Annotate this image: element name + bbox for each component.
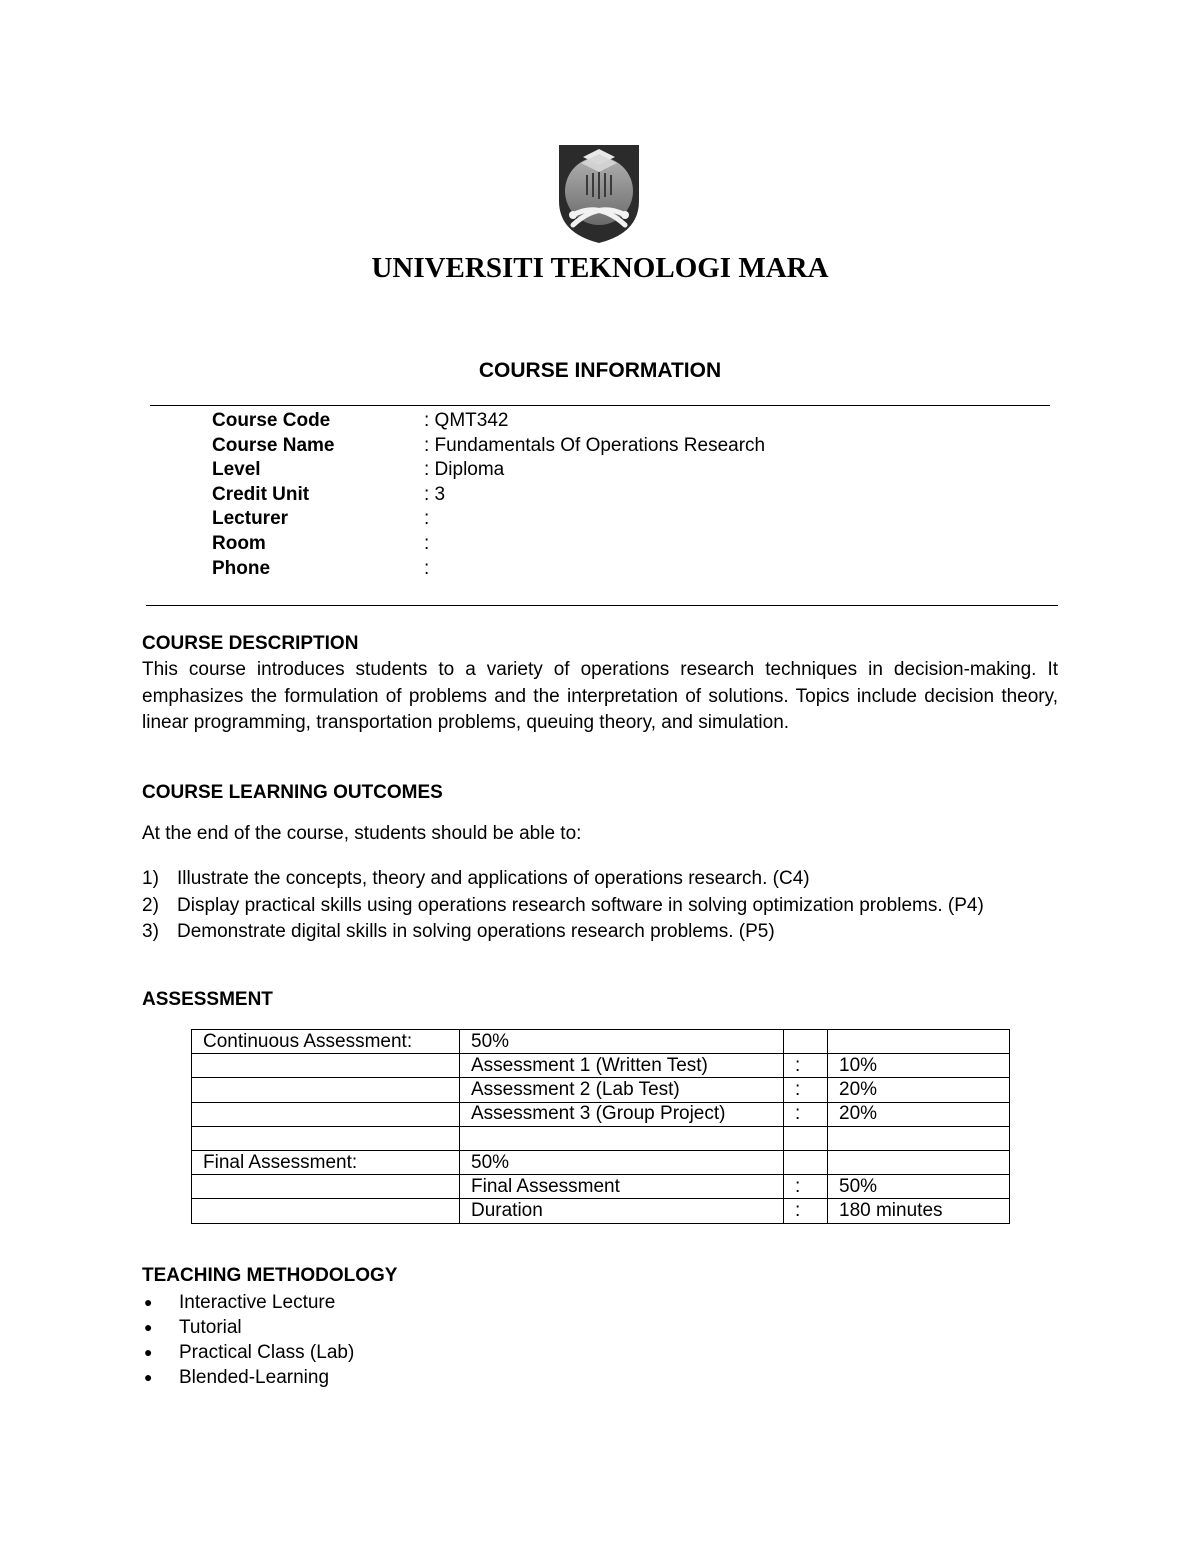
bullet-dot-icon: ● <box>144 1369 153 1385</box>
course-information-title: COURSE INFORMATION <box>478 359 722 382</box>
item-number: 1) <box>142 868 159 889</box>
table-cell: Assessment 1 (Written Test) <box>460 1054 784 1078</box>
info-label: Course Code <box>212 410 331 431</box>
info-row-course-name <box>212 435 765 460</box>
table-cell: Assessment 2 (Lab Test) <box>460 1078 784 1102</box>
table-cell: 50% <box>828 1175 1010 1199</box>
table-cell: 20% <box>828 1102 1010 1126</box>
item-text: Demonstrate digital skills in solving operations research problems. (P5) <box>177 921 775 942</box>
course-description-text: This course introduces students to a variety of operations research techniques in decision-making. It emphasizes the formulation of problems and the interpretation of solutions. Topics include decision theory, linear programming, transportation problems, queuing theory, and simulation. <box>142 659 1058 733</box>
info-value: : <box>424 508 430 530</box>
item-text: Practical Class (Lab) <box>179 1342 355 1363</box>
table-cell: Final Assessment <box>460 1175 784 1199</box>
table-cell <box>784 1150 828 1174</box>
item-text: Tutorial <box>179 1317 242 1338</box>
table-cell: 10% <box>828 1054 1010 1078</box>
bullet-dot-icon: ● <box>144 1294 153 1310</box>
item-text: Blended-Learning <box>179 1367 330 1388</box>
list-item <box>142 1315 354 1340</box>
table-cell: Duration <box>460 1199 784 1223</box>
list-item <box>142 1340 354 1365</box>
list-item <box>142 893 1062 920</box>
table-cell: : <box>784 1054 828 1078</box>
list-item <box>142 919 1062 946</box>
table-cell <box>192 1102 460 1126</box>
info-value: : QMT342 <box>424 410 509 431</box>
table-row <box>192 1150 1010 1174</box>
divider-bottom <box>146 605 1058 606</box>
info-row-level <box>212 459 765 484</box>
learning-outcomes-list <box>142 866 1062 946</box>
table-cell <box>828 1030 1010 1054</box>
table-cell: : <box>784 1078 828 1102</box>
table-row <box>192 1054 1010 1078</box>
info-label: Credit Unit <box>212 483 310 505</box>
table-cell <box>192 1078 460 1102</box>
table-row <box>192 1030 1010 1054</box>
table-cell <box>460 1126 784 1150</box>
university-logo <box>557 143 641 245</box>
item-text: Illustrate the concepts, theory and applications of operations research. (C4) <box>177 868 810 889</box>
table-cell <box>192 1126 460 1150</box>
table-cell <box>784 1030 828 1054</box>
assessment-heading: ASSESSMENT <box>142 989 273 1010</box>
info-row-course-code <box>212 410 765 435</box>
divider-top <box>150 405 1050 406</box>
teaching-methodology-heading: TEACHING METHODOLOGY <box>142 1265 398 1286</box>
item-text: Display practical skills using operations research software in solving optimization problems. (P4) <box>177 894 984 916</box>
table-cell: 180 minutes <box>828 1199 1010 1223</box>
table-cell: Continuous Assessment: <box>192 1030 460 1054</box>
table-cell <box>828 1126 1010 1150</box>
table-cell: 50% <box>460 1030 784 1054</box>
item-number: 2) <box>142 894 159 916</box>
table-cell: Assessment 3 (Group Project) <box>460 1102 784 1126</box>
bullet-dot-icon: ● <box>144 1344 153 1360</box>
table-cell: 20% <box>828 1078 1010 1102</box>
table-row <box>192 1199 1010 1223</box>
course-info-block <box>212 410 765 582</box>
learning-outcomes-heading: COURSE LEARNING OUTCOMES <box>142 782 443 803</box>
table-cell <box>192 1199 460 1223</box>
table-row <box>192 1126 1010 1150</box>
info-row-room <box>212 533 765 558</box>
info-value: : 3 <box>424 483 446 505</box>
table-cell <box>828 1150 1010 1174</box>
table-cell: 50% <box>460 1150 784 1174</box>
info-row-phone <box>212 558 765 583</box>
assessment-table <box>191 1029 1010 1224</box>
info-label: Room <box>212 532 266 554</box>
bullet-dot-icon: ● <box>144 1319 153 1335</box>
info-value: : <box>424 557 430 579</box>
info-label: Lecturer <box>212 508 289 530</box>
learning-outcomes-intro: At the end of the course, students should be able to: <box>142 823 582 844</box>
info-label: Course Name <box>212 434 335 456</box>
teaching-methodology-list <box>142 1290 354 1390</box>
table-cell <box>192 1175 460 1199</box>
university-name: UNIVERSITI TEKNOLOGI MARA <box>371 252 829 284</box>
info-row-credit-unit <box>212 484 765 509</box>
info-value: : Fundamentals Of Operations Research <box>424 434 766 456</box>
course-description-heading: COURSE DESCRIPTION <box>142 633 359 654</box>
info-label: Phone <box>212 557 271 579</box>
item-text: Interactive Lecture <box>179 1292 336 1313</box>
table-row <box>192 1102 1010 1126</box>
info-value: : Diploma <box>424 459 505 481</box>
table-cell: Final Assessment: <box>192 1150 460 1174</box>
table-cell: : <box>784 1102 828 1126</box>
list-item <box>142 866 1062 893</box>
info-row-lecturer <box>212 508 765 533</box>
table-row <box>192 1175 1010 1199</box>
table-cell: : <box>784 1175 828 1199</box>
table-cell <box>784 1126 828 1150</box>
table-cell <box>192 1054 460 1078</box>
item-number: 3) <box>142 921 159 942</box>
list-item <box>142 1290 354 1315</box>
info-label: Level <box>212 459 261 481</box>
info-value: : <box>424 532 430 554</box>
table-cell: : <box>784 1199 828 1223</box>
list-item <box>142 1365 354 1390</box>
table-row <box>192 1078 1010 1102</box>
